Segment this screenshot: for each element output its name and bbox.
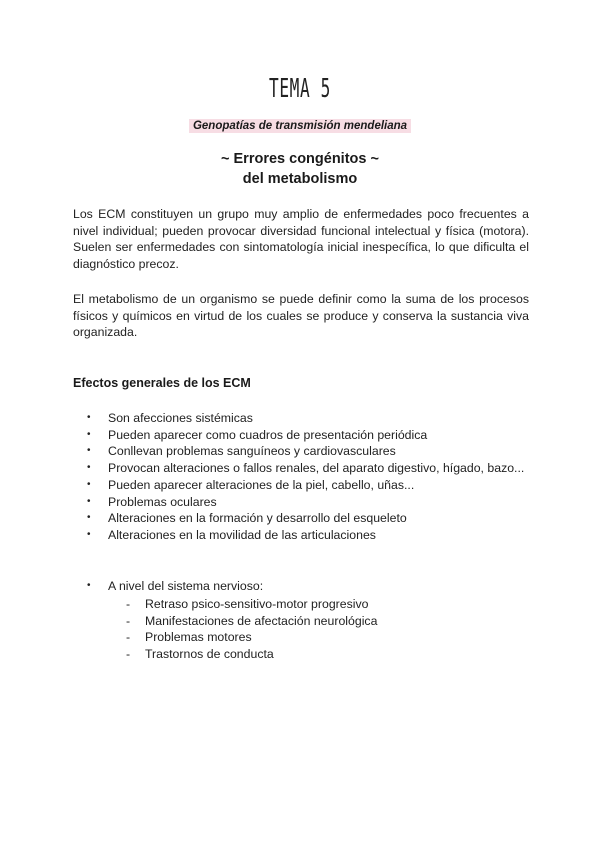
- list-item: • Alteraciones en la movilidad de las articulaciones: [73, 527, 533, 544]
- subtitle-container: [0, 116, 600, 134]
- heading-line-2: del metabolismo: [242, 171, 358, 187]
- effects-section-title: Efectos generales de los ECM: [73, 376, 251, 390]
- sublist-item: - Manifestaciones de afectación neurológica: [126, 613, 526, 630]
- list-item: • Alteraciones en la formación y desarrollo del esqueleto: [73, 510, 533, 527]
- list-item: • A nivel del sistema nervioso:: [73, 578, 533, 595]
- list-item: • Son afecciones sistémicas: [73, 410, 533, 427]
- list-item: • Provocan alteraciones o fallos renales, del aparato digestivo, hígado, bazo...: [73, 460, 533, 477]
- metabolism-paragraph: El metabolismo de un organismo se puede definir como la suma de los procesos físicos y químicos en virtud de los cuales se produce y conserva la sustancia viva organizada.: [73, 292, 529, 339]
- sublist-item: - Retraso psico-sensitivo-motor progresivo: [126, 596, 526, 613]
- list-item: • Pueden aparecer como cuadros de presentación periódica: [73, 427, 533, 444]
- section-heading: [0, 149, 600, 189]
- list-item: • Pueden aparecer alteraciones de la piel, cabello, uñas...: [73, 477, 533, 494]
- list-item: • Problemas oculares: [73, 494, 533, 511]
- intro-paragraph: Los ECM constituyen un grupo muy amplio de enfermedades poco frecuentes a nivel individual; pueden provocar diversidad funcional intelectual y física (motora). Suelen ser enfermedades con sintomatología inicial inespecífica, lo que dificulta el diagnóstico precoz.: [73, 207, 529, 271]
- document-subtitle: Genopatías de transmisión mendeliana: [189, 119, 411, 133]
- document-title: TEMA 5: [269, 74, 331, 104]
- sublist-item: - Problemas motores: [126, 629, 526, 646]
- sublist-item: - Trastornos de conducta: [126, 646, 526, 663]
- list-item: • Conllevan problemas sanguíneos y cardiovasculares: [73, 443, 533, 460]
- nervous-system-list: [73, 578, 533, 595]
- heading-line-1: ~ Errores congénitos ~: [221, 151, 379, 167]
- nervous-system-sublist: [126, 596, 526, 663]
- effects-list: [73, 410, 533, 544]
